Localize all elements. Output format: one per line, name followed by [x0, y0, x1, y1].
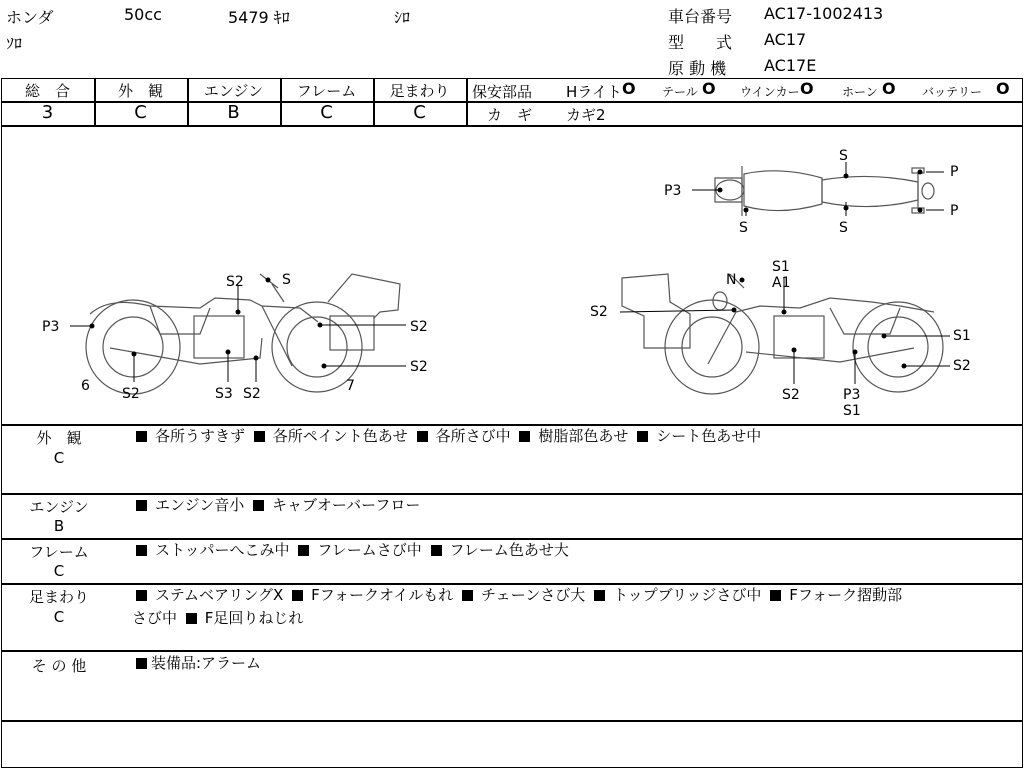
- type-label: 型 式: [668, 33, 733, 52]
- damage-code: S2: [953, 358, 971, 374]
- damage-code: S3: [215, 386, 233, 402]
- damage-code: S: [839, 220, 848, 236]
- comment-grade: C: [53, 449, 65, 467]
- key-label: カ ギ: [487, 106, 533, 124]
- comment-item: 各所ペイント色あせ: [272, 427, 408, 445]
- comment-item: フレームさび中: [317, 541, 422, 559]
- comment-item: 各所うすきず: [155, 427, 246, 445]
- battery-label: バッテリー: [922, 85, 983, 99]
- damage-code: A1: [772, 275, 791, 291]
- comment-item: シート色あせ中: [656, 427, 762, 445]
- damage-code: S1: [953, 328, 971, 344]
- damage-code: P3: [664, 183, 682, 199]
- headlight-status: O: [622, 79, 636, 98]
- frame-no-label: 車台番号: [668, 7, 733, 26]
- comment-grade: C: [53, 608, 65, 626]
- bullet-icon: [417, 431, 428, 442]
- tail-status: O: [702, 79, 716, 98]
- engine-grade-label: エンジン: [203, 82, 264, 100]
- comment-item: Fフォーク摺動部: [789, 586, 903, 604]
- damage-code: P3: [843, 387, 861, 403]
- bullet-icon: [298, 545, 309, 556]
- left-view-outline: [86, 274, 400, 394]
- exterior-grade: C: [134, 102, 147, 123]
- horn-label: ホーン: [842, 85, 878, 99]
- color: ｼﾛ: [394, 8, 411, 27]
- bullet-icon: [136, 545, 147, 556]
- divider: [467, 101, 1023, 103]
- comment-label: 外 観: [36, 429, 82, 447]
- overall-label: 総 合: [24, 82, 70, 100]
- damage-code: P: [950, 203, 959, 219]
- type-value: AC17: [764, 30, 807, 49]
- comment-label: エンジン: [29, 498, 89, 516]
- damage-code: 7: [346, 378, 355, 394]
- engine-label: 原 動 機: [668, 59, 727, 78]
- bullet-icon: [519, 431, 530, 442]
- bullet-icon: [254, 431, 265, 442]
- damage-code: S: [739, 220, 748, 236]
- suspension-grade: C: [413, 102, 426, 123]
- bullet-icon: [292, 590, 303, 601]
- comment-text: [132, 584, 1020, 607]
- comment-item: チェーンさび大: [481, 586, 586, 604]
- comment-item: ストッパーへこみ中: [155, 541, 290, 559]
- damage-code: S: [839, 148, 848, 164]
- comment-label: 足まわり: [28, 588, 89, 606]
- exterior-label: 外 観: [117, 82, 163, 100]
- damage-code: 6: [81, 378, 90, 394]
- comment-item: 各所さび中: [435, 427, 511, 445]
- safety-label: 保安部品: [472, 83, 533, 101]
- bullet-icon: [136, 431, 147, 442]
- damage-code: N: [726, 272, 737, 288]
- bullet-icon: [431, 545, 442, 556]
- tail-label: テール: [662, 85, 698, 99]
- comment-item: Fフォークオイルもれ: [311, 586, 454, 604]
- frame-no: AC17-1002413: [764, 4, 884, 23]
- key-value: カギ2: [566, 106, 606, 124]
- comment-item: ステムベアリングX: [155, 586, 284, 604]
- bullet-icon: [637, 431, 648, 442]
- comment-grade: B: [53, 517, 65, 535]
- frame-grade: C: [320, 102, 333, 123]
- comment-item: 装備品:アラーム: [151, 654, 262, 672]
- damage-diagram: [0, 126, 1024, 424]
- bullet-icon: [253, 500, 264, 511]
- comment-item: 樹脂部色あせ: [538, 427, 629, 445]
- damage-code: S2: [226, 274, 244, 290]
- damage-code: S2: [590, 304, 608, 320]
- winker-label: ウインカー: [740, 85, 800, 99]
- comment-grade: C: [53, 562, 65, 580]
- damage-code: S2: [122, 386, 140, 402]
- comment-label: フレーム: [29, 543, 89, 561]
- headlight-label: Hライト: [566, 83, 622, 101]
- comment-item: フレーム色あせ大: [449, 541, 569, 559]
- damage-code: S1: [843, 403, 861, 419]
- bullet-icon: [136, 590, 147, 601]
- comment-item: キャブオーバーフロー: [272, 496, 421, 514]
- damage-code: S: [282, 272, 291, 288]
- comment-text-line2: [132, 607, 303, 630]
- damage-code: S2: [243, 386, 261, 402]
- comment-item: F足回りねじれ: [204, 609, 304, 627]
- comment-item: トップブリッジさび中: [613, 586, 762, 604]
- bullet-icon: [462, 590, 473, 601]
- battery-status: O: [996, 79, 1010, 98]
- bullet-icon: [770, 590, 781, 601]
- comment-text: [132, 425, 761, 448]
- displacement: 50cc: [124, 5, 162, 24]
- frame-grade-label: フレーム: [296, 82, 357, 100]
- maker: ホンダ: [6, 8, 54, 27]
- bullet-icon: [594, 590, 605, 601]
- mileage: 5479 ｷﾛ: [228, 8, 290, 27]
- damage-code: S1: [772, 259, 790, 275]
- bullet-icon: [186, 613, 197, 624]
- damage-code: P: [950, 164, 959, 180]
- bullet-icon: [136, 658, 147, 669]
- engine-value: AC17E: [764, 56, 817, 75]
- damage-code: P3: [42, 319, 60, 335]
- comment-label: そ の 他: [31, 657, 87, 675]
- damage-code: S2: [410, 319, 428, 335]
- suspension-grade-label: 足まわり: [389, 82, 450, 100]
- comment-text: [132, 494, 420, 517]
- overall-grade: 3: [41, 102, 54, 123]
- winker-status: O: [800, 79, 814, 98]
- bullet-icon: [136, 500, 147, 511]
- comment-item: さび中: [132, 609, 178, 627]
- damage-code: S2: [782, 387, 800, 403]
- engine-grade: B: [227, 102, 240, 123]
- model-name: ｿﾛ: [6, 34, 23, 53]
- right-view-outline: [622, 274, 943, 394]
- horn-status: O: [882, 79, 896, 98]
- divider: [466, 78, 468, 125]
- comment-text: [132, 652, 261, 675]
- divider: [1, 720, 1023, 722]
- comment-text: [132, 539, 569, 562]
- damage-code: S2: [410, 359, 428, 375]
- comment-item: エンジン音小: [155, 496, 245, 514]
